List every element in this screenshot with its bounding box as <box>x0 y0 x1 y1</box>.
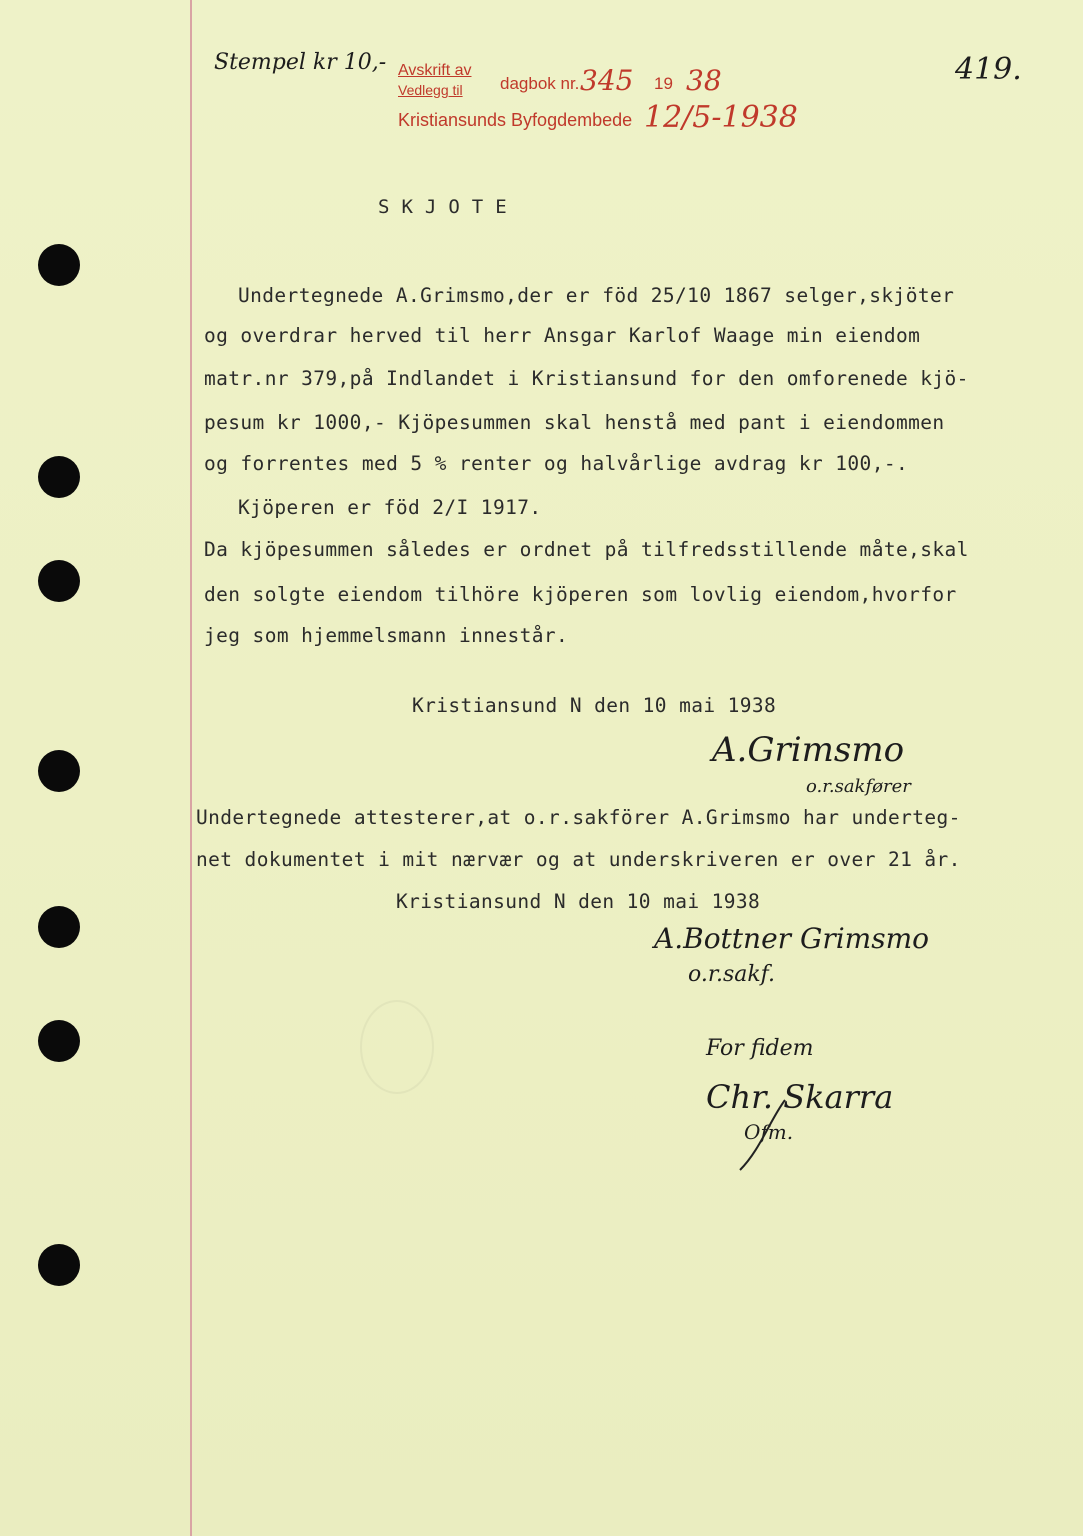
punch-hole <box>38 750 80 792</box>
signature-1-name: A.Grimsmo <box>712 730 905 770</box>
attest-line: Undertegnede attesterer,at o.r.sakförer A.Grimsmo har underteg- <box>196 806 961 829</box>
punch-hole <box>38 244 80 286</box>
punch-hole <box>38 456 80 498</box>
margin-line <box>190 0 192 1536</box>
body-line: Da kjöpesummen således er ordnet på tilfredsstillende måte,skal <box>204 538 969 561</box>
stamp-year-suffix: 38 <box>686 64 722 97</box>
stamp-vedlegg: Vedlegg til <box>398 82 463 98</box>
signature-2-name: A.Bottner Grimsmo <box>654 922 929 955</box>
faint-seal <box>360 1000 434 1094</box>
signature-3-prefix: For fidem <box>706 1036 814 1061</box>
signature-2-title: o.r.sakf. <box>688 962 776 987</box>
document-title: SKJOTE <box>378 196 519 218</box>
punch-hole <box>38 560 80 602</box>
signature-3-title: Ofm. <box>744 1120 794 1144</box>
place-date-1: Kristiansund N den 10 mai 1938 <box>412 694 777 717</box>
margin-note: Stempel kr 10,- <box>214 50 387 75</box>
stamp-dagbok-label: dagbok nr. <box>500 74 580 93</box>
punch-hole <box>38 1244 80 1286</box>
body-line: pesum kr 1000,- Kjöpesummen skal henstå med pant i eiendommen <box>204 411 945 434</box>
punch-hole <box>38 906 80 948</box>
body-line: den solgte eiendom tilhöre kjöperen som lovlig eiendom,hvorfor <box>204 583 957 606</box>
stamp-dagbok-number: 345 <box>580 64 634 97</box>
signature-3-flourish <box>730 1090 850 1180</box>
body-line: og overdrar herved til herr Ansgar Karlof Waage min eiendom <box>204 324 921 347</box>
signature-1-title: o.r.sakfører <box>806 776 911 797</box>
body-line: Undertegnede A.Grimsmo,der er föd 25/10 1867 selger,skjöter <box>238 284 955 307</box>
stamp-avskrift: Avskrift av <box>398 62 472 79</box>
body-line: jeg som hjemmelsmann innestår. <box>204 624 569 647</box>
stamp-date: 12/5-1938 <box>644 100 798 135</box>
body-line: og forrentes med 5 % renter og halvårlige avdrag kr 100,-. <box>204 452 909 475</box>
attest-line: net dokumentet i mit nærvær og at underskriveren er over 21 år. <box>196 848 961 871</box>
body-line: Kjöperen er föd 2/I 1917. <box>238 496 542 519</box>
punch-hole <box>38 1020 80 1062</box>
place-date-2: Kristiansund N den 10 mai 1938 <box>396 890 761 913</box>
page-number: 419. <box>955 52 1022 87</box>
stamp-year-prefix: 19 <box>654 74 673 93</box>
signature-3-name: Chr. Skarra <box>706 1078 894 1116</box>
stamp-office: Kristiansunds Byfogdembede <box>398 110 633 130</box>
body-line: matr.nr 379,på Indlandet i Kristiansund for den omforenede kjö- <box>204 367 969 390</box>
